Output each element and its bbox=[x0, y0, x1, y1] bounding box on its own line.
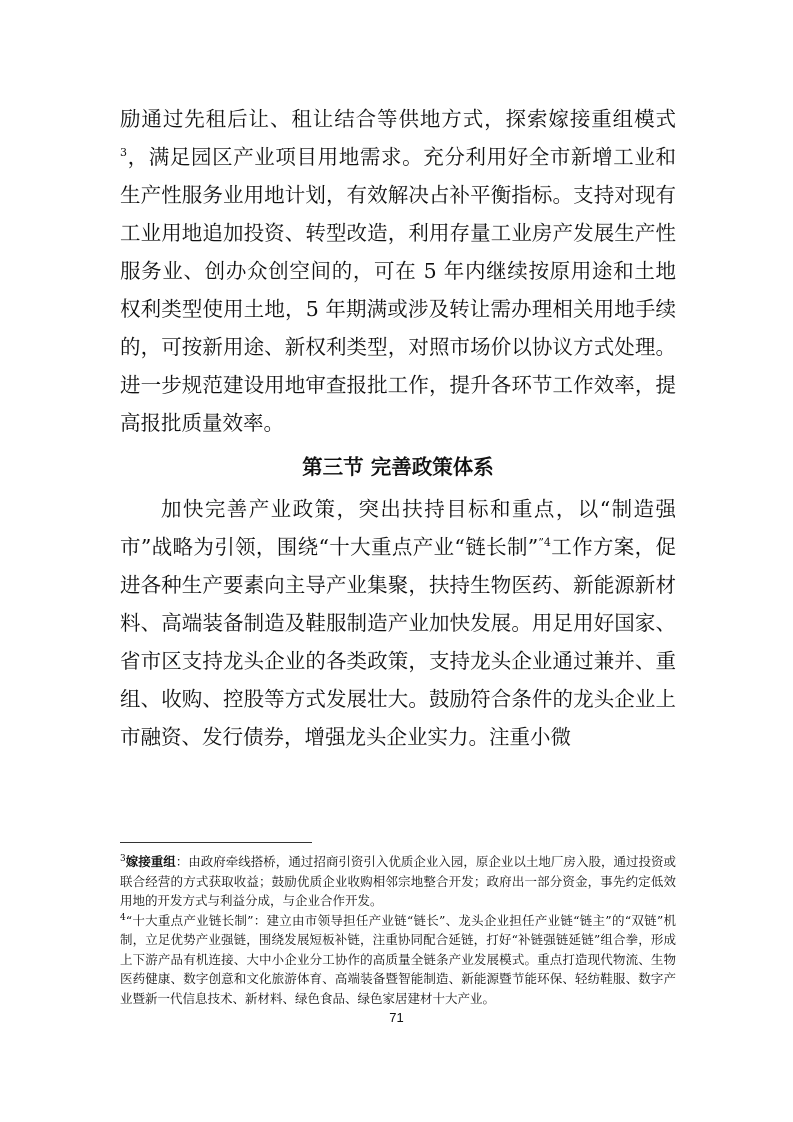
paragraph-2-text-a: 加快完善产业政策，突出扶持目标和重点，以“制造强市”战略为引领，围绕“十大重点产业“链长制” bbox=[120, 497, 676, 559]
footnote-3-term: 嫁接重组 bbox=[125, 854, 176, 869]
paragraph-2 bbox=[120, 490, 676, 756]
footnote-4-mark: 4 bbox=[120, 912, 126, 923]
main-body bbox=[120, 100, 676, 756]
paragraph-1-text-a: 励通过先租后让、租让结合等供地方式，探索嫁接重组模式 bbox=[120, 107, 676, 131]
paragraph-1 bbox=[120, 100, 676, 442]
footnote-divider bbox=[120, 842, 312, 843]
footnotes bbox=[120, 852, 676, 1008]
footnote-3 bbox=[120, 852, 676, 911]
footnote-4 bbox=[120, 911, 676, 1009]
footnote-3-mark: 3 bbox=[120, 853, 126, 864]
footnote-4-text: “十大重点产业链长制”：建立由市领导担任产业链“链长”、龙头企业担任产业链“链主”的“双链”机制，立足优势产业强链，围绕发展短板补链，注重协同配合延链，打好“补链强链延链”组合拳，形成上下游产品有机连接、大中小企业分工协作的高质量全链条产业发展模式。重点打造现代物流、生物医药健康、数字创意和文化旅游体育、高端装备暨智能制造、新能源暨节能环保、轻纺鞋服、数字产业暨新一代信息技术、新材料、绿色食品、绿色家居建材十大产业。 bbox=[120, 912, 676, 1006]
section-heading: 第三节 完善政策体系 bbox=[302, 455, 494, 479]
footnote-3-text: ：由政府牵线搭桥，通过招商引资引入优质企业入园，原企业以土地厂房入股，通过投资或联合经营的方式获取收益；鼓励优质企业收购相邻宗地整合开发；政府出一部分资金，事先约定低效用地的开发方式与利益分成，与企业合作开发。 bbox=[120, 854, 676, 908]
paragraph-1-text-b: ，满足园区产业项目用地需求。充分利用好全市新增工业和生产性服务业用地计划，有效解决占补平衡指标。支持对现有工业用地追加投资、转型改造，利用存量工业房产发展生产性服务业、创办众创空间的，可在 5 年内继续按原用途和土地权利类型使用土地，5 年期满或涉及转让需办理相关用地手续的，可按新用途、新权利类型，对照市场价以协议方式处理。进一步规范建设用地审查报批工作，提升各环节工作效率，提高报批质量效率。 bbox=[120, 145, 676, 435]
footnote-ref-4[interactable]: ”4 bbox=[538, 536, 551, 550]
paragraph-2-text-b: 工作方案，促进各种生产要素向主导产业集聚，扶持生物医药、新能源新材料、高端装备制造及鞋服制造产业加快发展。用足用好国家、省市区支持龙头企业的各类政策，支持龙头企业通过兼并、重组、收购、控股等方式发展壮大。鼓励符合条件的龙头企业上市融资、发行债券，增强龙头企业实力。注重小微 bbox=[120, 535, 677, 749]
footnote-ref-3[interactable]: 3 bbox=[120, 146, 127, 160]
page-number: 71 bbox=[389, 1010, 404, 1025]
